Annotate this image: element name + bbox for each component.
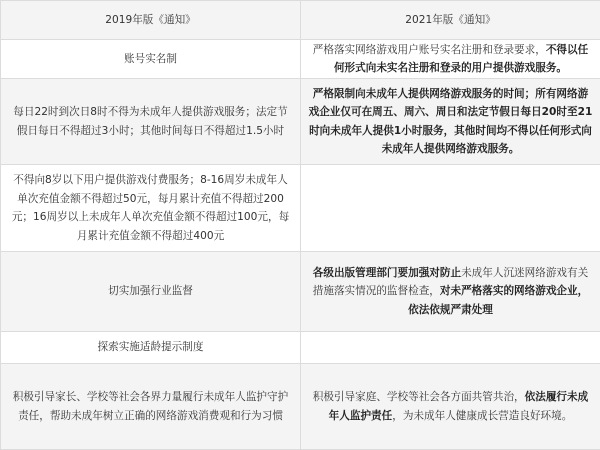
cell-2019: 切实加强行业监督 bbox=[1, 252, 301, 332]
cell-2019: 探索实施适龄提示制度 bbox=[1, 332, 301, 364]
cell-text-bold: 不得以任何形式向未实名注册和登录的用户提供游戏服务。 bbox=[334, 44, 588, 75]
table-row bbox=[1, 79, 600, 165]
cell-text: ，为未成年人健康成长营造良好环境。 bbox=[392, 410, 572, 422]
cell-2019: 每日22时到次日8时不得为未成年人提供游戏服务；法定节假日每日不得超过3小时；其他时间每日不得超过1.5小时 bbox=[1, 79, 301, 165]
table-row bbox=[1, 252, 600, 332]
cell-2021 bbox=[301, 40, 600, 79]
cell-2021 bbox=[301, 364, 600, 450]
table-row bbox=[1, 332, 600, 364]
table-row bbox=[1, 40, 600, 79]
cell-2019: 账号实名制 bbox=[1, 40, 301, 79]
cell-2021 bbox=[301, 165, 600, 252]
cell-text-bold: 严格限制向未成年人提供网络游戏服务的时间；所有网络游戏企业仅可在周五、周六、周日和法定节假日每日20时至21时向未成年人提供1小时服务，其他时间均不得以任何形式向未成年人提供网络游戏服务。 bbox=[309, 88, 593, 156]
table-row bbox=[1, 165, 600, 252]
column-header-2021: 2021年版《通知》 bbox=[301, 1, 600, 40]
cell-text-bold: 各级出版管理部门要加强对防止 bbox=[313, 267, 461, 279]
cell-2021 bbox=[301, 252, 600, 332]
cell-2019: 积极引导家长、学校等社会各界力量履行未成年人监护守护责任，帮助未成年树立正确的网络游戏消费观和行为习惯 bbox=[1, 364, 301, 450]
column-header-2019: 2019年版《通知》 bbox=[1, 1, 301, 40]
cell-2021 bbox=[301, 79, 600, 165]
cell-text-bold: 对未严格落实的网络游戏企业，依法依规严肃处理 bbox=[408, 285, 588, 316]
cell-2021 bbox=[301, 332, 600, 364]
table-row bbox=[1, 364, 600, 450]
cell-text-bold: 依法履行未成年人监护责任 bbox=[329, 391, 589, 422]
cell-text: 积极引导家庭、学校等社会各方面共管共治， bbox=[313, 391, 525, 403]
table-header-row bbox=[1, 1, 600, 40]
cell-text: 严格落实网络游戏用户账号实名注册和登录要求， bbox=[313, 44, 546, 56]
cell-2019: 不得向8岁以下用户提供游戏付费服务；8-16周岁未成年人单次充值金额不得超过50元，每月累计充值不得超过200元；16周岁以上未成年人单次充值金额不得超过100元，每月累计充值金额不得超过400元 bbox=[1, 165, 301, 252]
cell-text: 未成年人沉迷网络游戏有关措施落实情况的监督检查， bbox=[313, 267, 588, 298]
